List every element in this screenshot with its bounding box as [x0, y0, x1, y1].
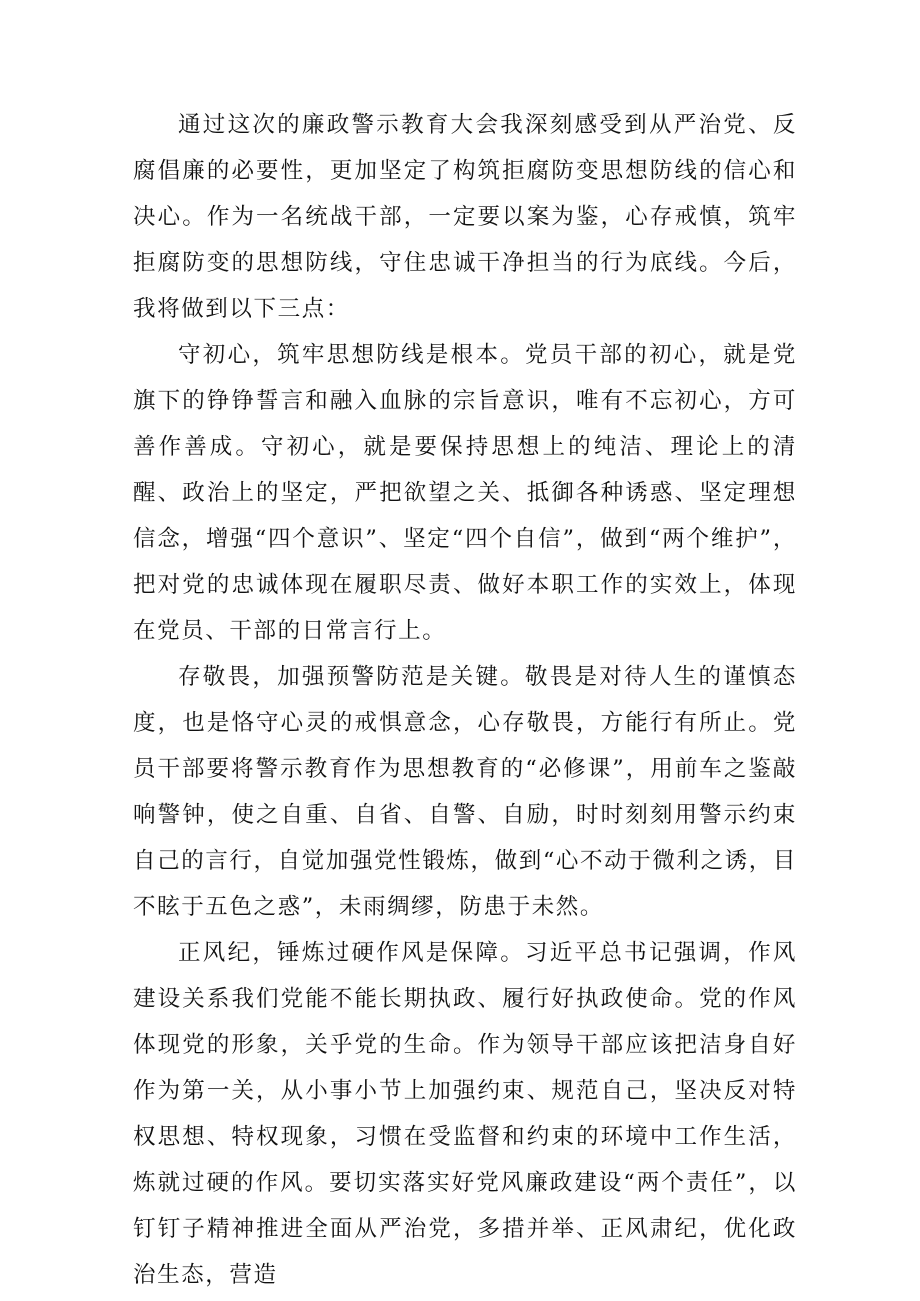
- paragraph-intro: 通过这次的廉政警示教育大会我深刻感受到从严治党、反腐倡廉的必要性，更加坚定了构筑拒腐防变思想防线的信心和决心。作为一名统战干部，一定要以案为鉴，心存戒慎，筑牢拒腐防变的思想防线，守住忠诚干净担当的行为底线。今后，我将做到以下三点：: [133, 112, 797, 322]
- paragraph-point-3: 正风纪，锤炼过硬作风是保障。习近平总书记强调，作风建设关系我们党能不能长期执政、履行好执政使命。党的作风体现党的形象，关乎党的生命。作为领导干部应该把洁身自好作为第一关，从小事小节上加强约束、规范自己，坚决反对特权思想、特权现象，习惯在受监督和约束的环境中工作生活，炼就过硬的作风。要切实落实好党风廉政建设“两个责任”，以钉钉子精神推进全面从严治党，多措并举、正风肃纪，优化政治生态，营造: [133, 940, 797, 1288]
- paragraph-point-1: 守初心，筑牢思想防线是根本。党员干部的初心，就是党旗下的铮铮誓言和融入血脉的宗旨意识，唯有不忘初心，方可善作善成。守初心，就是要保持思想上的纯洁、理论上的清醒、政治上的坚定，严把欲望之关、抵御各种诱惑、坚定理想信念，增强“四个意识”、坚定“四个自信”，做到“两个维护”，把对党的忠诚体现在履职尽责、做好本职工作的实效上，体现在党员、干部的日常言行上。: [133, 342, 797, 644]
- paragraph-point-2: 存敬畏，加强预警防范是关键。敬畏是对待人生的谨慎态度，也是恪守心灵的戒惧意念，心存敬畏，方能行有所止。党员干部要将警示教育作为思想教育的“必修课”，用前车之鉴敲响警钟，使之自重、自省、自警、自励，时时刻刻用警示约束自己的言行，自觉加强党性锻炼，做到“心不动于微利之诱，目不眩于五色之惑”，未雨绸缪，防患于未然。: [133, 664, 797, 920]
- document-body: [133, 102, 797, 1298]
